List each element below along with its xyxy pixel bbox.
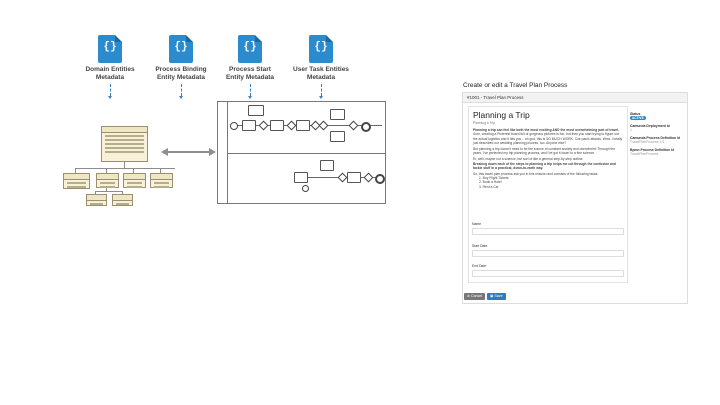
bpmn-definition-label: Bpmn Process Definition Id	[630, 148, 675, 152]
meta-label: Entity Metadata	[225, 73, 275, 81]
status-badge: ACTIVE	[632, 116, 644, 120]
deployment-value: 1	[630, 128, 632, 132]
uml-class-box	[112, 194, 133, 206]
process-sidebar	[630, 108, 685, 156]
meta-label: Domain Entities	[85, 66, 135, 73]
json-document-icon: {}	[238, 35, 262, 63]
cancel-icon: ⊘	[467, 294, 472, 298]
paragraph: Sure, creating a Pinterest board full of gorgeous pictures is fun, but then you start trying to figure out the actual logistics and it hits you... oh god, this is SO MUCH WORK. Cue panic attacks. Wow. I totally just described our wedding planning process, too. Anyone else?	[473, 132, 623, 145]
uml-class-box	[63, 173, 90, 189]
gateway	[319, 121, 329, 131]
save-icon: ▣	[490, 294, 495, 298]
task-node	[294, 172, 308, 183]
task-node	[296, 120, 310, 131]
task-node	[270, 120, 284, 131]
start-event	[230, 122, 238, 130]
json-document-icon: {}	[169, 35, 193, 63]
end-event	[361, 122, 371, 132]
paragraph: But planning a trip doesn't need to be the source of constant anxiety and overwhelm! Through the years, I've perfected my trip planning process, and I've got it down to a fine science.	[473, 147, 616, 156]
arrow-down-icon	[319, 96, 323, 99]
definition-label: Camunda Process Definition Id	[630, 136, 681, 140]
uml-class-box	[86, 194, 107, 206]
page-title: Create or edit a Travel Plan Process	[463, 82, 568, 89]
uml-class-box	[96, 173, 119, 188]
gateway	[364, 173, 374, 183]
intro-text: Planning a trip can feel like both the most exciting AND the most overwhelming part of travel.	[473, 128, 620, 133]
uml-class-box	[150, 173, 173, 188]
meta-label: Process Start	[229, 66, 271, 73]
meta-label: Metadata	[306, 73, 336, 81]
meta-label: Process Binding	[155, 66, 207, 73]
gateway	[349, 121, 359, 131]
arrow-down-icon	[179, 96, 183, 99]
end-event	[375, 174, 385, 184]
end-date-label: End Date	[472, 264, 487, 268]
gateway	[338, 173, 348, 183]
json-document-icon: {}	[98, 35, 122, 63]
meta-label: Entity Metadata	[156, 73, 206, 81]
bpmn-definition-value: TravelPlanProcess	[630, 152, 659, 156]
uml-class-box	[101, 126, 148, 162]
task-node	[242, 120, 256, 131]
task-list-item: 3. Rent a Car	[479, 184, 499, 189]
definition-value: TravelPlanProcess:1:3	[630, 140, 664, 144]
start-date-label: Start Date	[472, 244, 488, 248]
paragraph: Breaking down each of the steps to planning a trip helps me cut through the confusion and tackle stuff in a practical, down-to-earth way.	[473, 161, 616, 170]
bpmn-diagram	[217, 101, 386, 204]
process-start-metadata	[215, 35, 285, 99]
arrow-down-icon	[248, 96, 252, 99]
status-label: Status	[630, 112, 641, 116]
gateway	[287, 121, 297, 131]
domain-entities-metadata	[75, 35, 145, 99]
process-panel	[462, 92, 688, 304]
trip-image: Planning a Trip	[473, 121, 495, 125]
json-document-icon: {}	[309, 35, 333, 63]
form-title: Planning a Trip	[473, 110, 530, 120]
process-binding-metadata	[146, 35, 216, 99]
start-date-field[interactable]	[472, 250, 624, 257]
gateway	[259, 121, 269, 131]
user-task-metadata	[286, 35, 356, 99]
save-button[interactable]: ▣ Save	[487, 293, 506, 300]
task-list-item: 2. Book a Hotel	[479, 180, 502, 185]
meta-label: Metadata	[95, 73, 125, 81]
deployment-label: Camunda Deployment Id	[630, 124, 670, 128]
task-node	[330, 109, 345, 120]
task-node	[248, 105, 264, 116]
name-label: Name	[472, 222, 482, 226]
task-node	[347, 172, 361, 183]
intermediate-event	[302, 185, 309, 192]
task-node	[330, 131, 345, 142]
end-date-field[interactable]	[472, 270, 624, 277]
task-node	[320, 160, 334, 171]
task-list-item: 1. Buy Flight Tickets	[479, 176, 509, 181]
meta-label: User Task Entities	[293, 66, 349, 73]
paragraph: Er, well, maybe not a science, but sort of like a general step-by-step outline.	[473, 157, 584, 162]
uml-class-box	[123, 173, 146, 188]
name-field[interactable]	[472, 228, 624, 235]
cancel-button[interactable]: ⊘ Cancel	[464, 293, 485, 300]
paragraph: So, this travel plan process ask you in this mission and consists of the following tasks:	[473, 172, 599, 177]
arrow-down-icon	[108, 96, 112, 99]
panel-title: #1001 - Travel Plan Process	[463, 93, 687, 103]
